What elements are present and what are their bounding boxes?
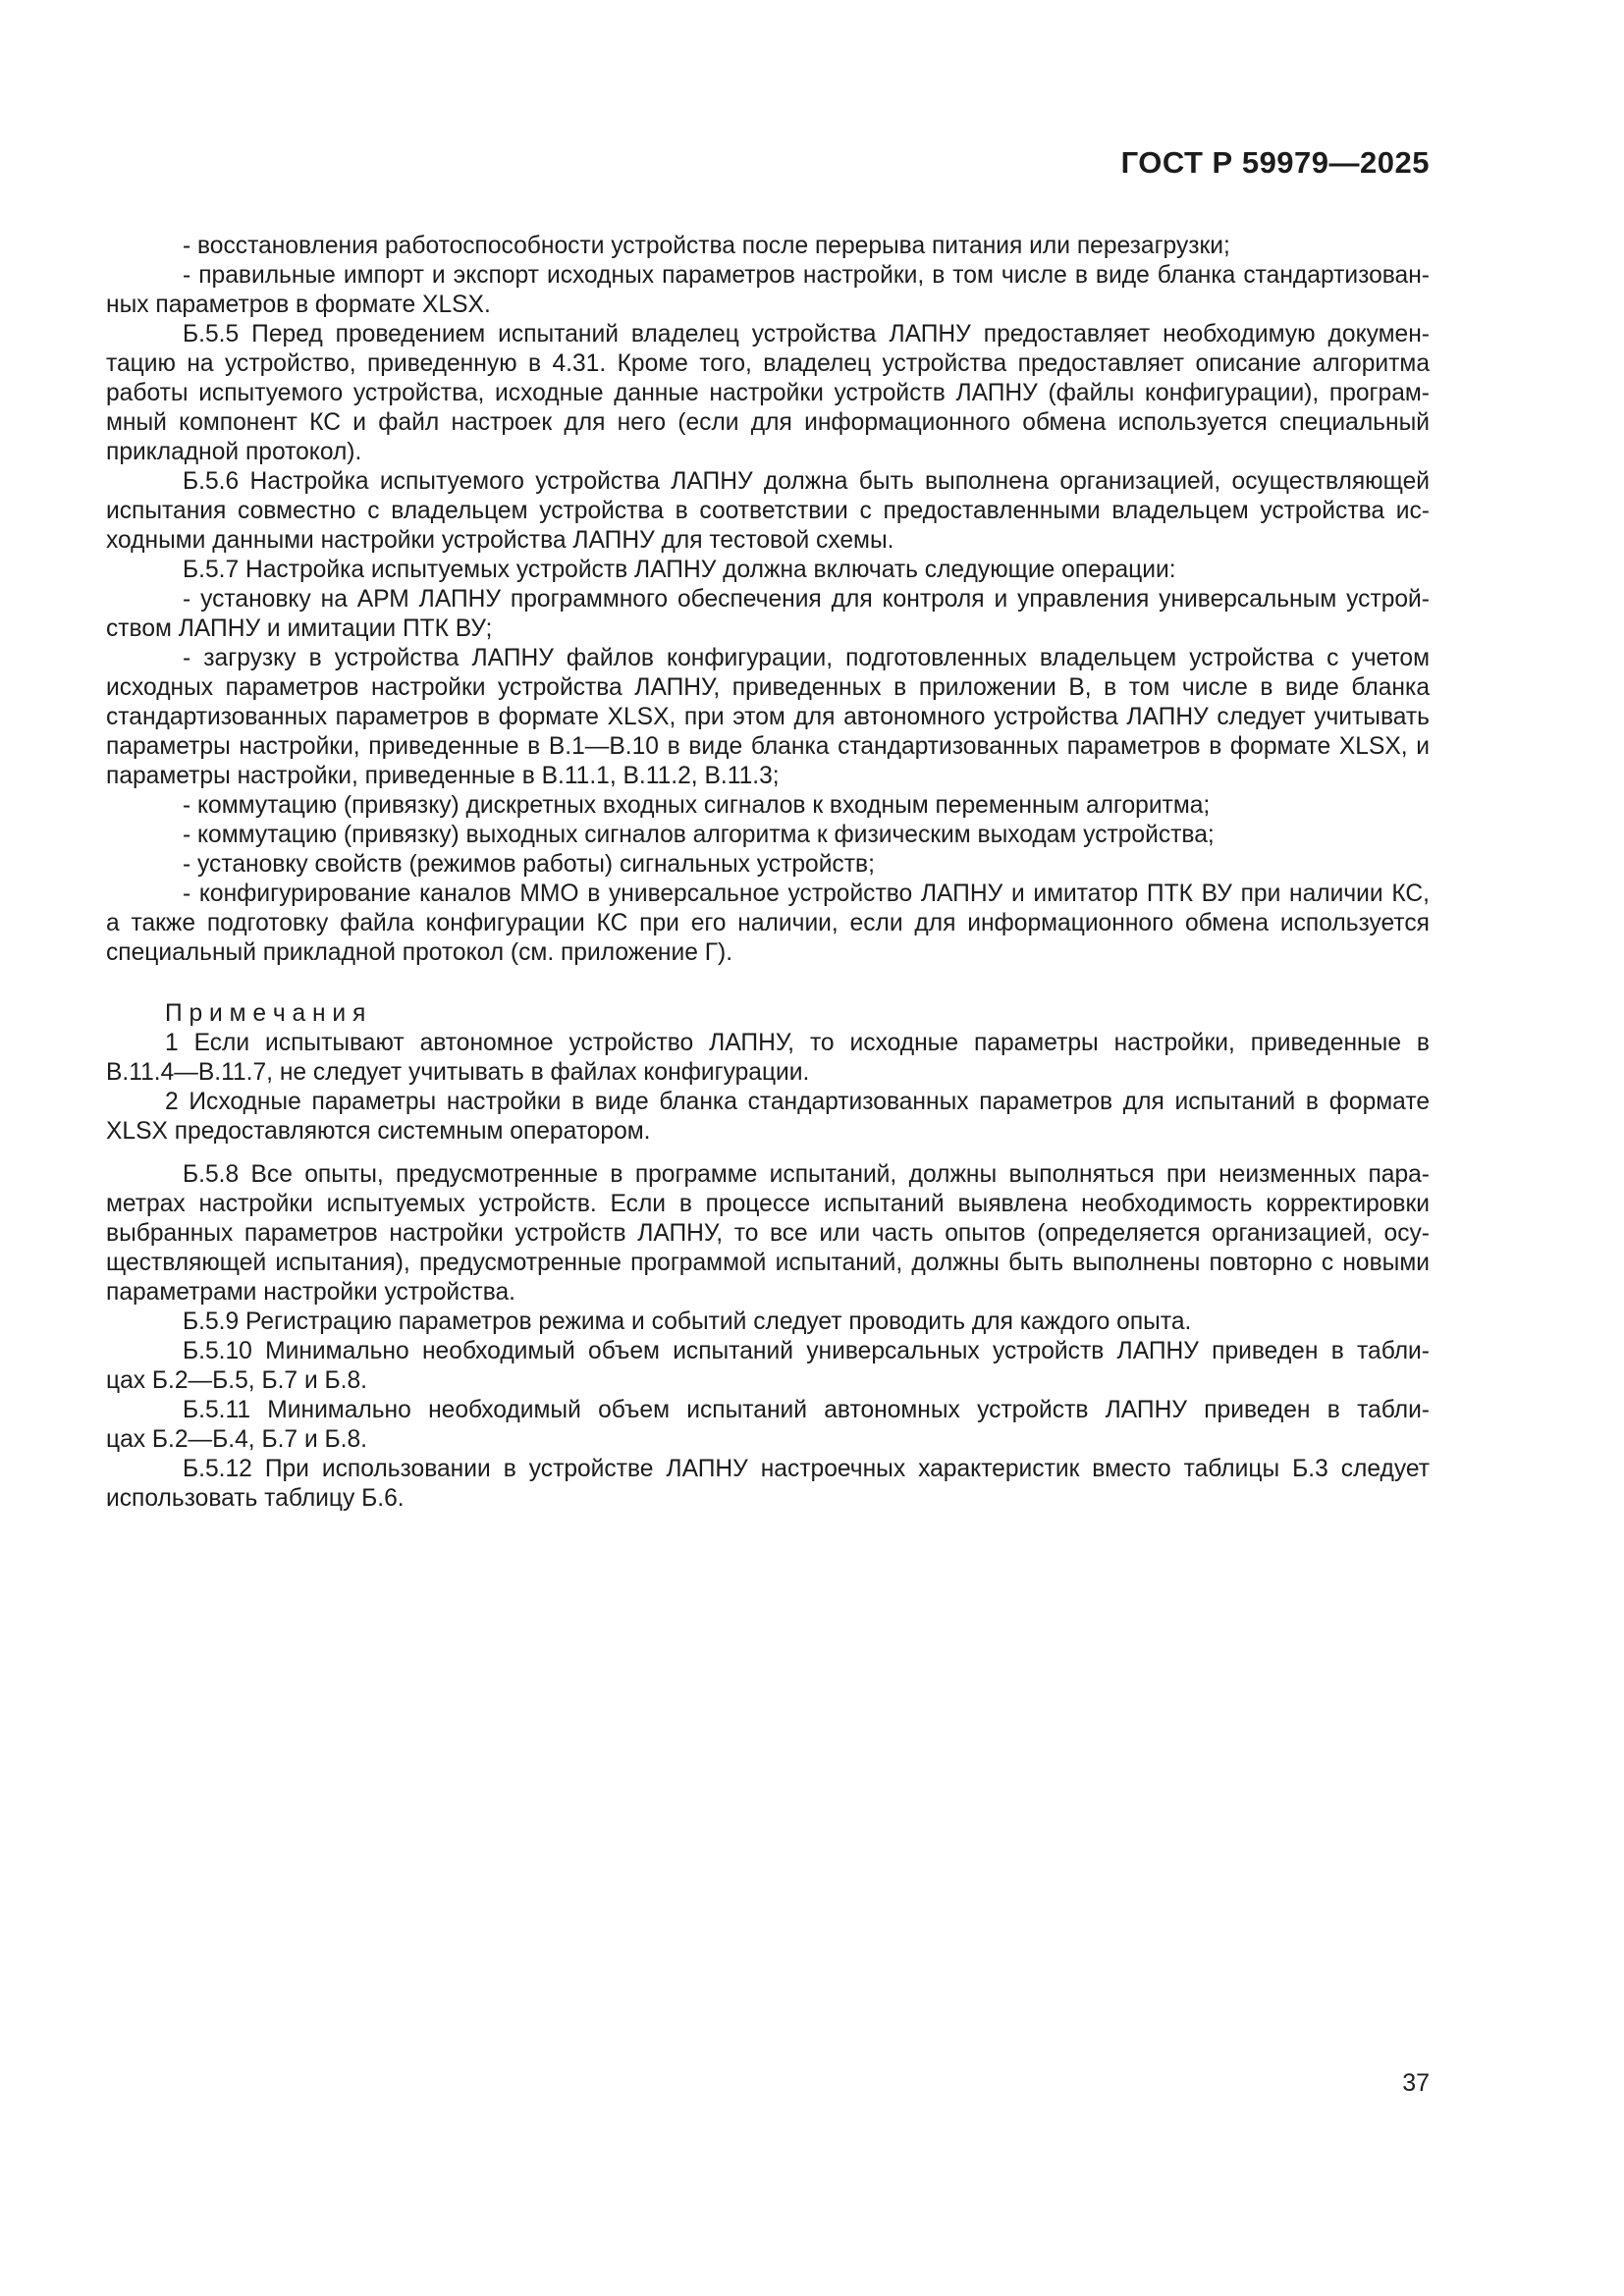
- note: [106, 1088, 1430, 1147]
- para: [106, 1337, 1430, 1396]
- para: [106, 1396, 1430, 1455]
- text-line: - конфигурирование каналов ММО в универсальное устройство ЛАПНУ и имитатор ПТК ВУ при наличии КС,: [183, 881, 1430, 907]
- text-line: 2 Исходные параметры настройки в виде бланка стандартизованных параметров для испытаний в формате: [165, 1089, 1430, 1115]
- para: [106, 261, 1430, 320]
- para: [106, 467, 1430, 556]
- text-line: - коммутацию (привязку) выходных сигналов алгоритма к физическим выходам устройства;: [183, 822, 1215, 848]
- text-line: ных параметров в формате XLSX.: [106, 292, 491, 318]
- text-line: - коммутацию (привязку) дискретных входных сигналов к входным переменным алгоритма;: [183, 792, 1211, 819]
- para: [106, 1160, 1430, 1308]
- text-line: прикладной протокол).: [106, 439, 362, 465]
- page-number: 37: [1402, 2069, 1430, 2097]
- text-line: - правильные импорт и экспорт исходных параметров настройки, в том числе в виде бланка стандартизован-: [183, 262, 1430, 289]
- text-line: использовать таблицу Б.6.: [106, 1485, 405, 1512]
- note: [106, 1029, 1430, 1088]
- text-line: Б.5.9 Регистрацию параметров режима и событий следует проводить для каждого опыта.: [183, 1308, 1192, 1335]
- para: [106, 232, 1430, 261]
- text-line: тацию на устройство, приведенную в 4.31. Кроме того, владелец устройства предоставляет описание алгоритма: [106, 350, 1430, 377]
- text-line: Б.5.7 Настройка испытуемых устройств ЛАПНУ должна включать следующие операции:: [183, 557, 1176, 583]
- text-line: - установку на АРМ ЛАПНУ программного обеспечения для контроля и управления универсальным устрой-: [183, 586, 1430, 613]
- para: [106, 1308, 1430, 1337]
- document-header: ГОСТ Р 59979—2025: [1120, 145, 1430, 180]
- text-line: Б.5.10 Минимально необходимый объем испытаний универсальных устройств ЛАПНУ приведен в табли-: [183, 1338, 1430, 1364]
- para: [106, 1455, 1430, 1514]
- text-line: работы испытуемого устройства, исходные данные настройки устройств ЛАПНУ (файлы конфигурации), програм-: [106, 380, 1430, 406]
- text-line: 1 Если испытывают автономное устройство ЛАПНУ, то исходные параметры настройки, приведенные в: [165, 1030, 1430, 1056]
- text-line: - установку свойств (режимов работы) сигнальных устройств;: [183, 851, 875, 878]
- text-line: ством ЛАПНУ и имитации ПТК ВУ;: [106, 615, 493, 642]
- text-line: - загрузку в устройства ЛАПНУ файлов конфигурации, подготовленных владельцем устройства с учетом: [183, 645, 1430, 671]
- text-line: Б.5.11 Минимально необходимый объем испытаний автономных устройств ЛАПНУ приведен в табли-: [183, 1397, 1430, 1423]
- text-line: П р и м е ч а н и я: [165, 1000, 366, 1027]
- para: [106, 585, 1430, 644]
- para: [106, 556, 1430, 585]
- text-line: - восстановления работоспособности устройства после перерыва питания или перезагрузки;: [183, 233, 1230, 259]
- para: [106, 320, 1430, 467]
- text-line: а также подготовку файла конфигурации КС при его наличии, если для информационного обмена используется: [106, 910, 1430, 936]
- text-line: мный компонент КС и файл настроек для него (если для информационного обмена используется специальный: [106, 409, 1430, 436]
- text-line: параметры настройки, приведенные в В.1—В.10 в виде бланка стандартизованных параметров в формате XLSX, и: [106, 733, 1430, 760]
- text-line: Б.5.6 Настройка испытуемого устройства ЛАПНУ должна быть выполнена организацией, осуществляющей: [183, 468, 1430, 495]
- para: [106, 821, 1430, 850]
- text-line: параметры настройки, приведенные в В.11.1, В.11.2, В.11.3;: [106, 763, 780, 789]
- text-line: Б.5.8 Все опыты, предусмотренные в программе испытаний, должны выполняться при неизменных пара-: [183, 1161, 1430, 1188]
- text-line: исходных параметров настройки устройства ЛАПНУ, приведенных в приложении В, в том числе в виде бланка: [106, 674, 1430, 701]
- text-line: специальный прикладной протокол (см. приложение Г).: [106, 939, 733, 966]
- document-body: [106, 232, 1430, 1514]
- para: [106, 791, 1430, 821]
- text-line: выбранных параметров настройки устройств ЛАПНУ, то все или часть опытов (определяется организацией, осу-: [106, 1220, 1430, 1247]
- text-line: ходными данными настройки устройства ЛАПНУ для тестовой схемы.: [106, 527, 894, 554]
- text-line: XLSX предоставляются системным оператором.: [106, 1118, 651, 1145]
- text-line: цах Б.2—Б.4, Б.7 и Б.8.: [106, 1426, 367, 1453]
- note-heading: [106, 999, 1430, 1029]
- text-line: В.11.4—В.11.7, не следует учитывать в файлах конфигурации.: [106, 1059, 810, 1086]
- para: [106, 880, 1430, 968]
- text-line: параметрами настройки устройства.: [106, 1279, 516, 1306]
- text-line: метрах настройки испытуемых устройств. Если в процессе испытаний выявлена необходимость корректировки: [106, 1191, 1430, 1217]
- para: [106, 644, 1430, 791]
- text-line: Б.5.12 При использовании в устройстве ЛАПНУ настроечных характеристик вместо таблицы Б.3 следует: [183, 1456, 1430, 1482]
- text-line: Б.5.5 Перед проведением испытаний владелец устройства ЛАПНУ предоставляет необходимую докумен-: [183, 321, 1430, 347]
- text-line: ществляющей испытания), предусмотренные программой испытаний, должны быть выполнены повторно с новыми: [106, 1250, 1430, 1276]
- text-line: стандартизованных параметров в формате XLSX, при этом для автономного устройства ЛАПНУ следует учитывать: [106, 704, 1430, 730]
- text-line: испытания совместно с владельцем устройства в соответствии с предоставленными владельцем устройства ис-: [106, 498, 1430, 524]
- para: [106, 850, 1430, 880]
- text-line: цах Б.2—Б.5, Б.7 и Б.8.: [106, 1367, 367, 1394]
